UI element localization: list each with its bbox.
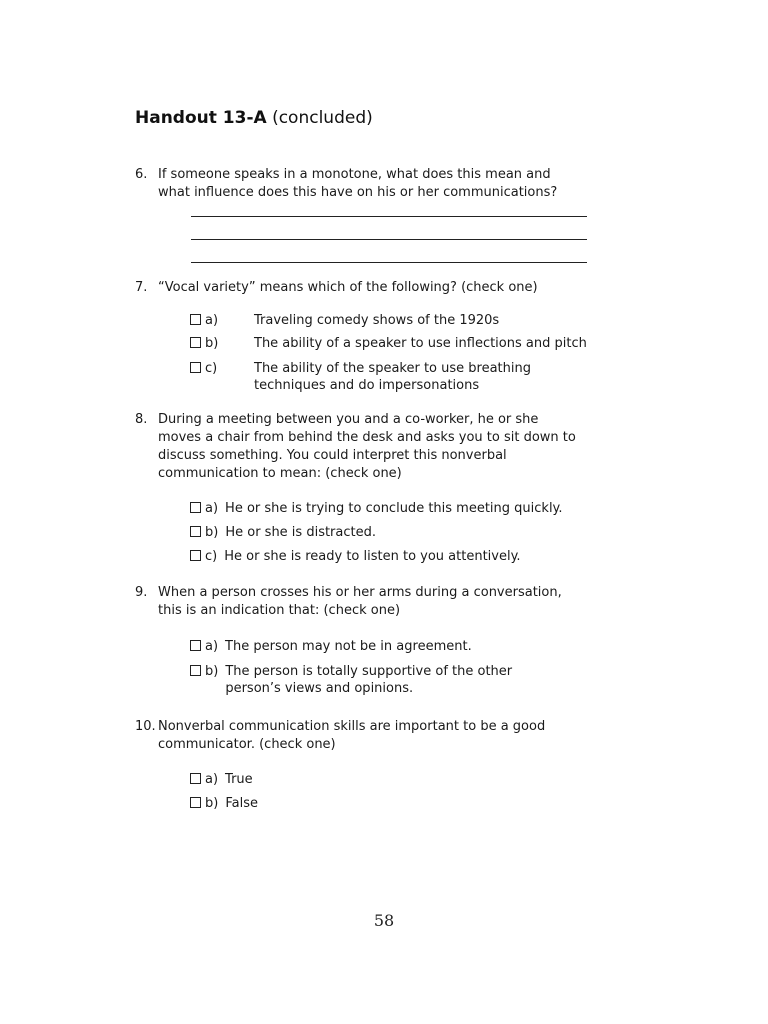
answer-line-3[interactable]	[191, 262, 587, 263]
option-7b[interactable]	[190, 335, 599, 352]
answer-line-1[interactable]	[191, 216, 587, 217]
checkbox[interactable]	[190, 502, 201, 513]
option-text: False	[225, 796, 258, 811]
question-text: If someone speaks in a monotone, what does this mean and what influence does this have on his or her communications?	[158, 167, 558, 200]
checkbox[interactable]	[190, 362, 201, 373]
option-letter: a)	[205, 501, 219, 516]
option-7a[interactable]	[190, 312, 599, 329]
option-letter: b)	[205, 796, 219, 811]
answer-line-2[interactable]	[191, 239, 587, 240]
question-text: During a meeting between you and a co-worker, he or she moves a chair from behind the desk and asks you to sit down to discuss something. You could interpret this nonverbal communication to mean: (check one)	[158, 412, 576, 481]
question-number: 7.	[135, 280, 148, 295]
checkbox[interactable]	[190, 797, 201, 808]
question-9	[135, 584, 585, 620]
option-9b[interactable]	[190, 663, 565, 697]
option-8b[interactable]	[190, 524, 565, 541]
option-text: He or she is ready to listen to you attentively.	[224, 549, 521, 564]
option-letter: b)	[205, 664, 219, 679]
question-number: 8.	[135, 412, 148, 427]
checkbox[interactable]	[190, 665, 201, 676]
option-text: True	[225, 772, 253, 787]
question-7	[135, 279, 585, 297]
option-text: Traveling comedy shows of the 1920s	[254, 313, 500, 328]
option-letter: c)	[205, 549, 218, 564]
option-7c[interactable]	[190, 360, 599, 394]
option-10b[interactable]	[190, 795, 565, 812]
checkbox[interactable]	[190, 314, 201, 325]
question-text: When a person crosses his or her arms during a conversation, this is an indication that: (check one)	[158, 585, 562, 618]
checkbox[interactable]	[190, 640, 201, 651]
option-letter: b)	[205, 525, 219, 540]
handout-label: Handout 13-A	[135, 108, 267, 128]
option-10a[interactable]	[190, 771, 565, 788]
question-number: 6.	[135, 167, 148, 182]
question-number: 9.	[135, 585, 148, 600]
page-number: 58	[373, 911, 395, 930]
option-text: He or she is distracted.	[225, 525, 376, 540]
page-title	[135, 108, 373, 128]
question-text: “Vocal variety” means which of the following? (check one)	[158, 280, 538, 295]
question-text: Nonverbal communication skills are important to be a good communicator. (check one)	[158, 719, 546, 752]
option-text: The ability of a speaker to use inflections and pitch	[254, 336, 587, 351]
checkbox[interactable]	[190, 337, 201, 348]
checkbox[interactable]	[190, 550, 201, 561]
option-text: The person is totally supportive of the other person’s views and opinions.	[225, 664, 513, 696]
option-letter: c)	[205, 361, 218, 376]
option-letter: a)	[205, 772, 219, 787]
question-number: 10.	[135, 719, 156, 734]
question-6	[135, 166, 585, 202]
question-10	[135, 718, 585, 754]
checkbox[interactable]	[190, 773, 201, 784]
handout-subtitle: (concluded)	[266, 108, 373, 128]
option-letter: a)	[205, 639, 219, 654]
checkbox[interactable]	[190, 526, 201, 537]
option-letter: a)	[205, 313, 219, 328]
option-text: He or she is trying to conclude this meeting quickly.	[225, 501, 563, 516]
option-8a[interactable]	[190, 500, 565, 517]
option-9a[interactable]	[190, 638, 565, 655]
option-text: The person may not be in agreement.	[225, 639, 472, 654]
option-8c[interactable]	[190, 548, 564, 565]
option-letter: b)	[205, 336, 219, 351]
question-8	[135, 411, 585, 483]
option-text: The ability of the speaker to use breathing techniques and do impersonations	[254, 361, 531, 393]
